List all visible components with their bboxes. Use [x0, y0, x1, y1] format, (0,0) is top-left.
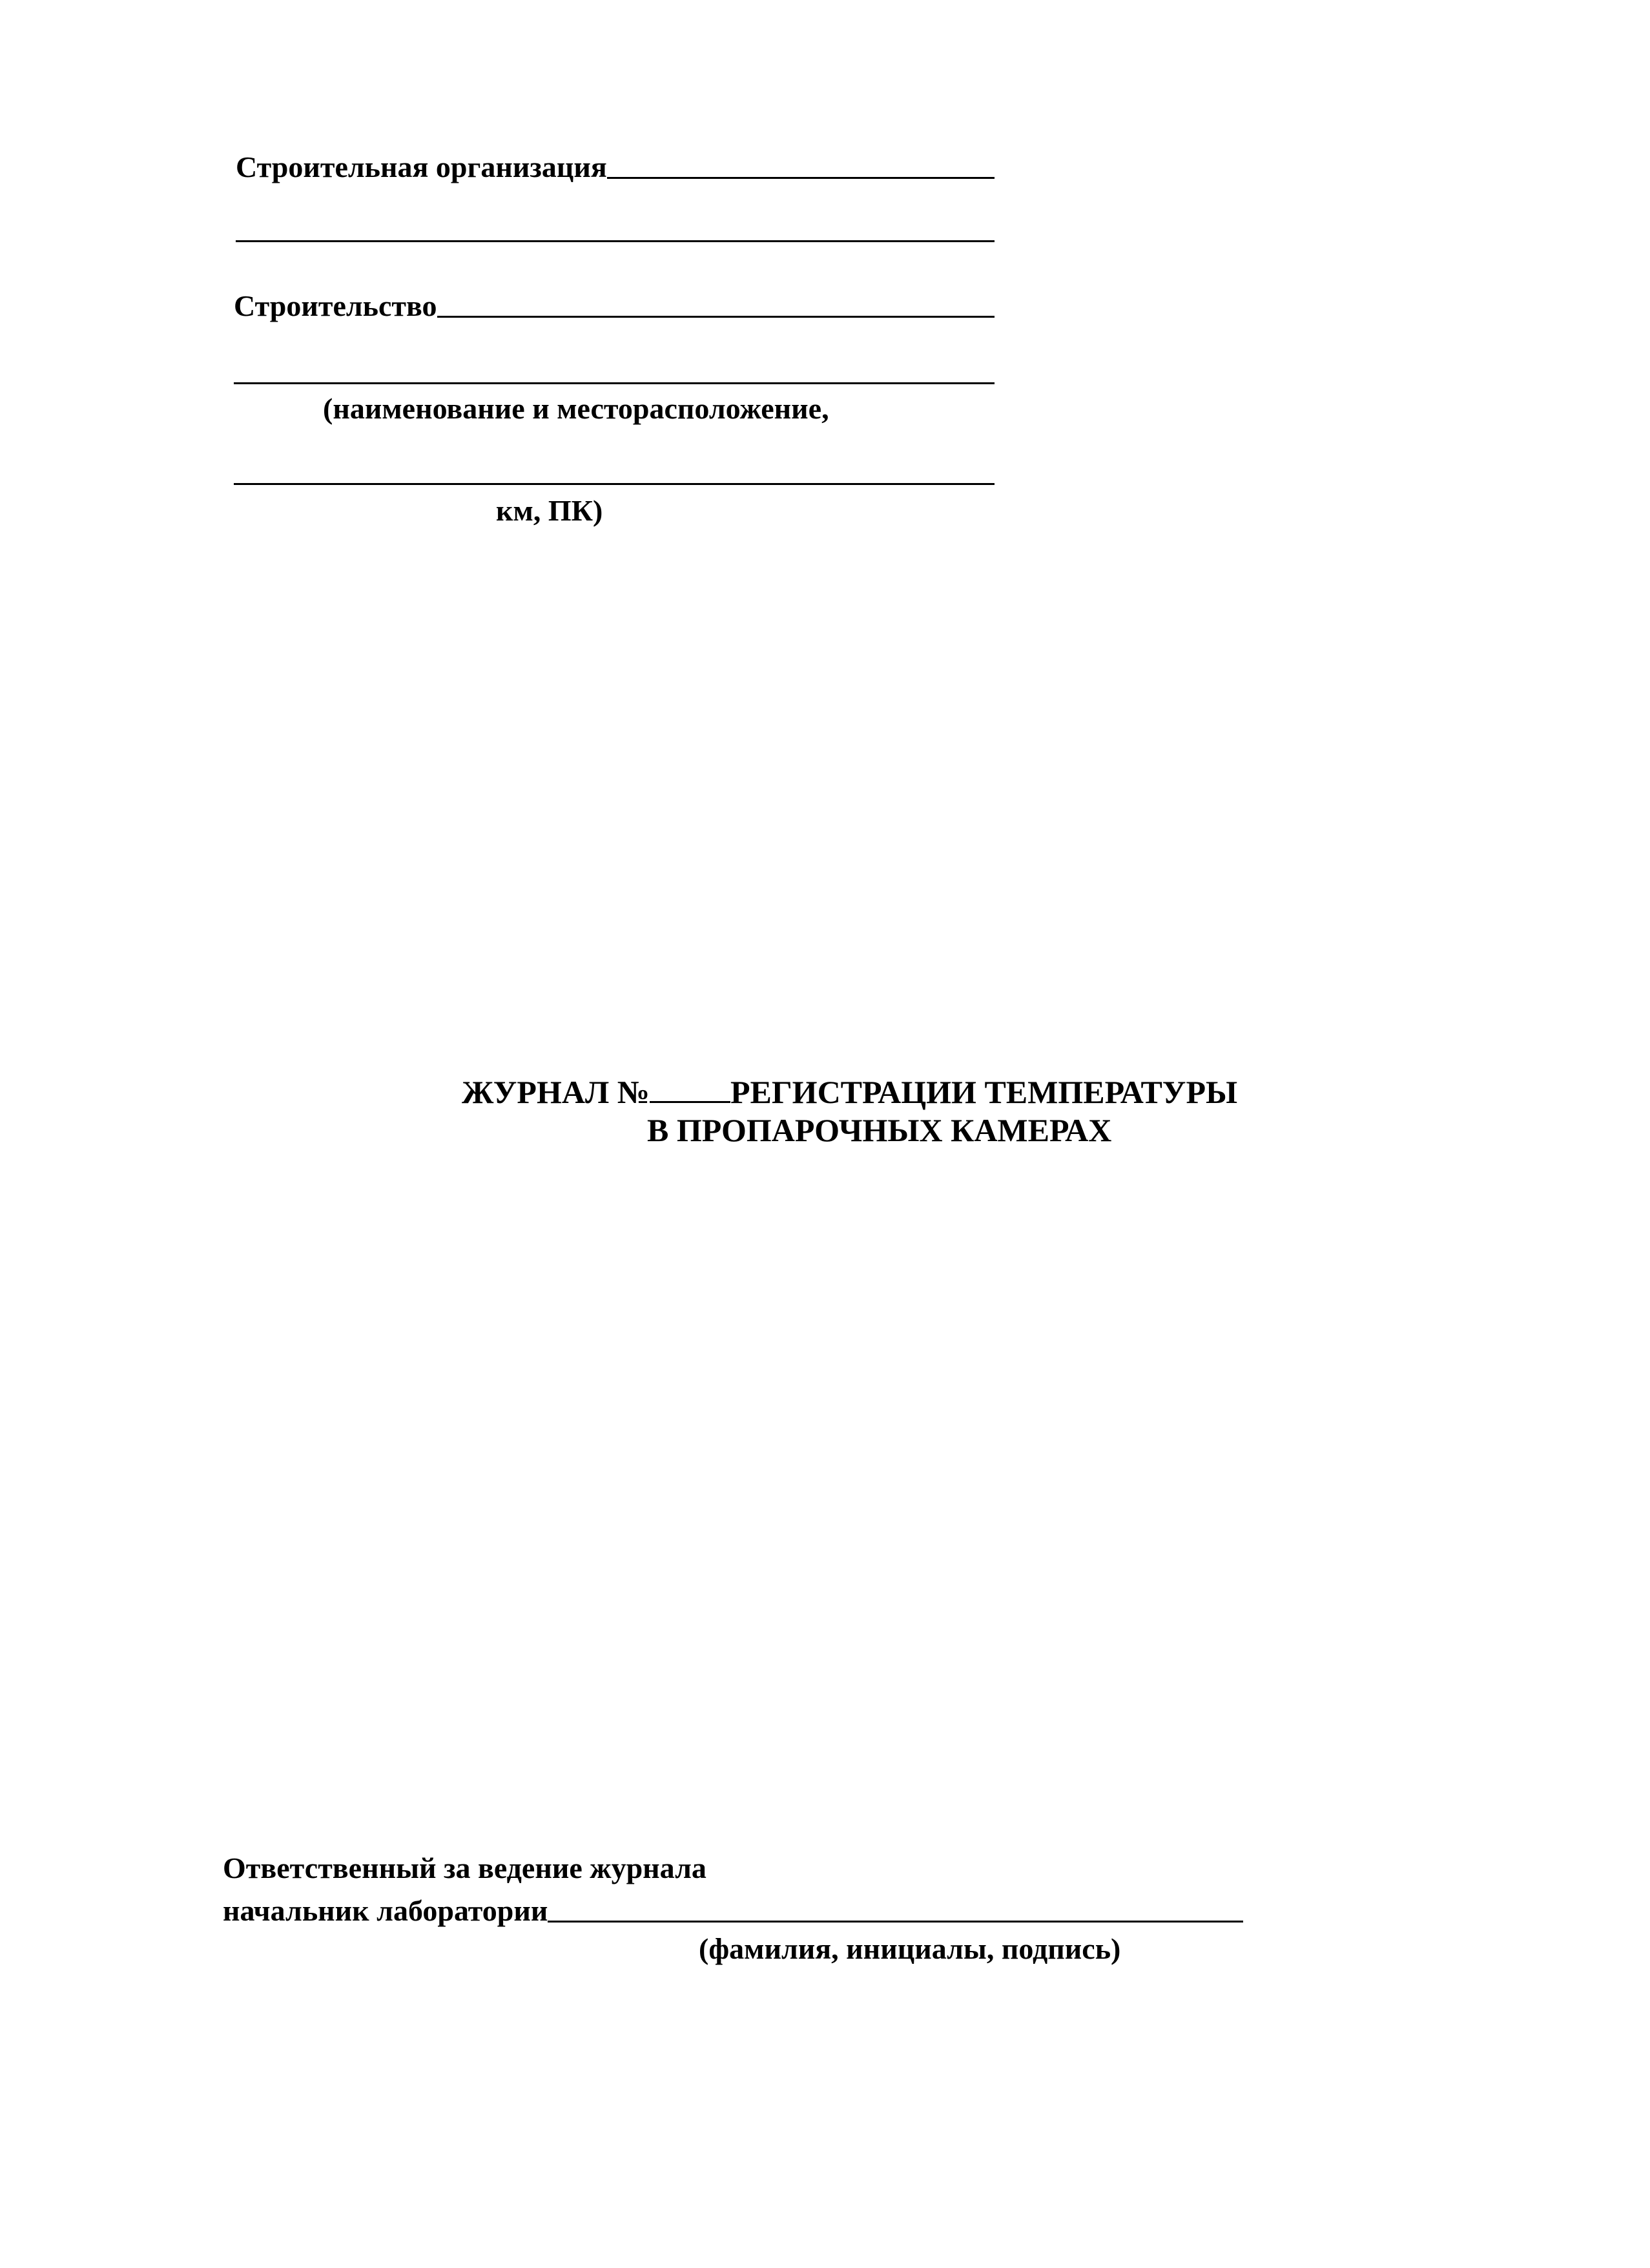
- journal-title-line-1: [462, 1072, 1237, 1111]
- construction-field: [234, 284, 995, 323]
- name-location-caption: (наименование и месторасположение,: [323, 392, 829, 425]
- construction-continuation-line: [234, 382, 995, 384]
- organization-blank-line: [607, 176, 995, 179]
- organization-continuation-line: [236, 240, 995, 242]
- lab-head-label: начальник лаборатории: [223, 1894, 548, 1927]
- location-continuation-line: [234, 483, 995, 485]
- journal-title-part-2: РЕГИСТРАЦИИ ТЕМПЕРАТУРЫ: [730, 1074, 1238, 1110]
- journal-number-blank-line: [650, 1100, 730, 1103]
- responsible-label: Ответственный за ведение журнала: [223, 1851, 706, 1884]
- signature-caption: (фамилия, инициалы, подпись): [699, 1932, 1121, 1965]
- lab-head-field: [223, 1889, 1243, 1928]
- organization-label: Строительная организация: [236, 150, 607, 183]
- km-pk-caption: км, ПК): [496, 494, 603, 527]
- construction-label: Строительство: [234, 289, 437, 322]
- journal-title-part-1: ЖУРНАЛ №: [462, 1074, 650, 1110]
- construction-blank-line: [437, 315, 995, 318]
- journal-title-line-2: В ПРОПАРОЧНЫХ КАМЕРАХ: [647, 1112, 1112, 1148]
- lab-head-signature-line: [548, 1920, 1243, 1923]
- organization-field: [236, 145, 995, 184]
